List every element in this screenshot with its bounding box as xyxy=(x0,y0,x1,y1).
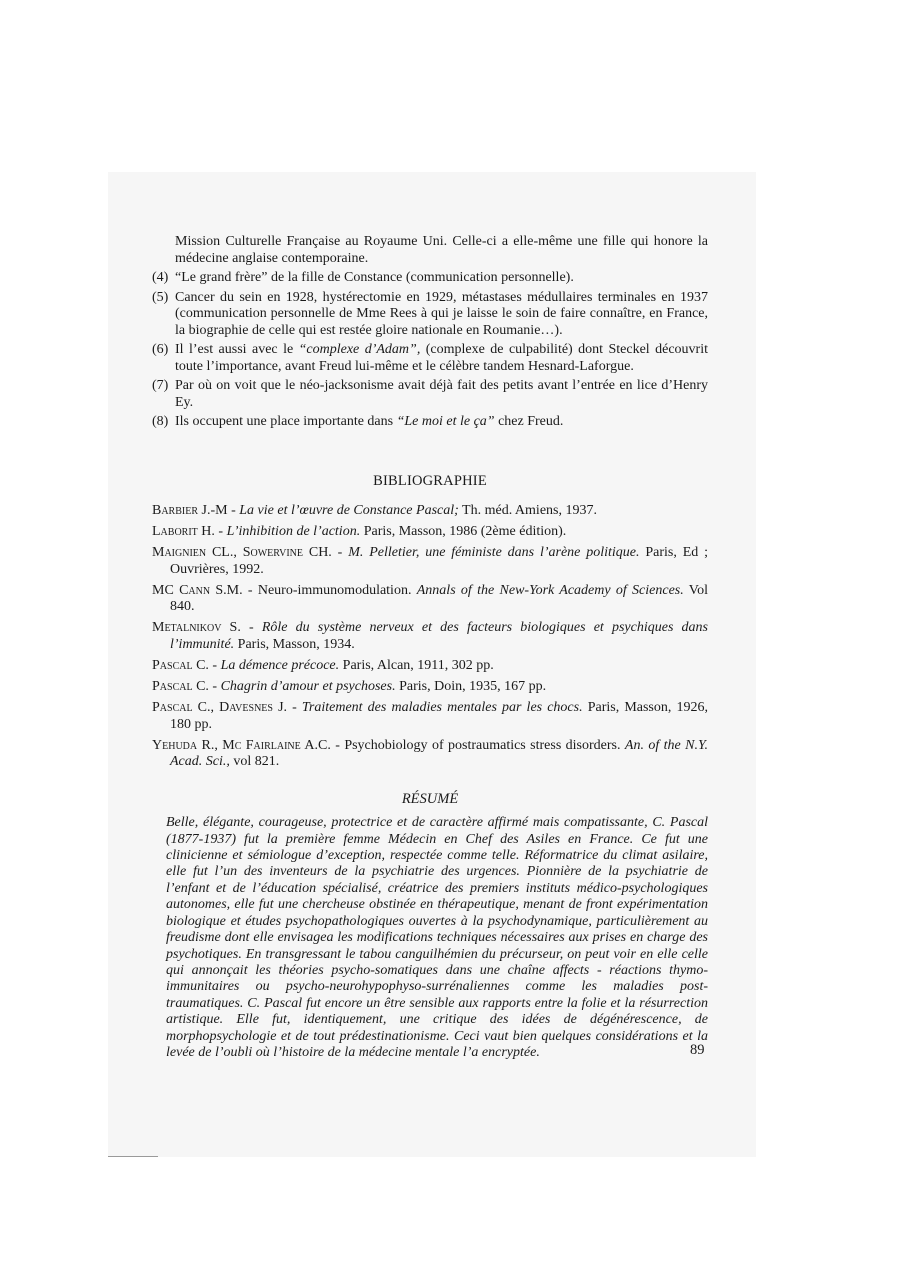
bibliography-entry xyxy=(152,620,708,653)
note-number: (4) xyxy=(152,270,169,285)
bib-author: MC Cann S.M. xyxy=(152,582,243,598)
bib-title: Traitement des maladies mentales par les chocs. xyxy=(301,700,583,716)
note-italic-term: “Le moi et le ça” xyxy=(396,414,495,429)
bibliography-entry xyxy=(152,524,708,541)
note-item xyxy=(152,290,708,340)
bib-title: An. of the N.Y. Acad. Sci., xyxy=(170,737,708,770)
bib-publication: Paris, Masson, 1934. xyxy=(234,636,355,652)
page-number: 89 xyxy=(690,1042,705,1058)
resume-paragraph: Belle, élégante, courageuse, protectrice et de caractère affirmé mais compatissante, C. Pascal (1877-1937) fut la première femme Médecin en Chef des Asiles en France. Ce fut une clinicienne et sémiologue d’exception, respectée comme telle. Réformatrice du climat asilaire, elle fut l’un des inventeurs de la psychiatrie des urgences. Pionnière de la psychiatrie de l’enfant et de l’éducation spécialisé, créatrice des premiers instituts médico-psychologiques autonomes, elle fut une chercheuse obstinée en thérapeutique, menant de front expérimentation biologique et études psychopathologiques ouvertes à la psychodynamique, particulièrement au freudisme dont elle envisagea les modifications techniques nécessaires aux prises en charge des psychotiques. En transgressant le tabou canguilhémien du précurseur, on peut voir en elle celle qui annonçait les théories psycho-somatiques dans une chaîne affects - réactions thymo-immunitaires ou psycho-neurohypophyso-surrénaliennes comme les maladies post-traumatiques. C. Pascal fut encore un être sensible aux rapports entre la folie et la résurrection artistique. Elle fut, identiquement, une critique des idées de dégénérescence, de morphopsychologie et de tout prédestinationisme. Ceci vaut bien quelques considérations et la levée de l’oubli où l’histoire de la médecine mentale l’a encryptée. xyxy=(166,815,708,1060)
bib-title: Annals of the New-York Academy of Sciences. xyxy=(416,582,684,598)
bib-publication: Th. méd. Amiens, 1937. xyxy=(458,503,597,518)
bibliography-heading: BIBLIOGRAPHIE xyxy=(373,472,487,489)
bibliography-list xyxy=(152,503,708,771)
bib-article: Neuro-immunomodulation. xyxy=(257,582,417,598)
resume-heading: RÉSUMÉ xyxy=(401,790,459,807)
note-text-end: (complexe de culpabilité) dont Steckel découvrit toute l’importance, avant Freud lui-même et le célèbre tandem Hesnard-Laforgue. xyxy=(175,342,708,374)
bib-separator: - xyxy=(331,545,349,561)
bib-publication: Paris, Masson, 1986 (2ème édition). xyxy=(360,524,567,540)
note-text: “Le grand frère” de la fille de Constance (communication personnelle). xyxy=(175,270,574,285)
bib-title: Chagrin d’amour et psychoses. xyxy=(220,679,396,695)
bib-separator: - xyxy=(240,620,262,636)
note-item xyxy=(152,270,708,287)
note-item xyxy=(152,378,708,411)
note-text-start: Il l’est aussi avec le xyxy=(175,342,299,357)
bib-separator: - xyxy=(208,679,221,695)
bib-author: Pascal C. xyxy=(152,679,209,695)
note-number: (7) xyxy=(152,378,169,393)
bibliography-entry xyxy=(152,658,708,675)
bib-author: Yehuda R., Mc Fairlaine A.C. xyxy=(152,737,331,753)
bib-separator: - xyxy=(214,524,227,540)
bib-publication: Paris, Alcan, 1911, 302 pp. xyxy=(339,657,494,673)
note-number: (8) xyxy=(152,414,169,429)
bibliography-entry xyxy=(152,503,708,520)
bib-publication: Paris, Doin, 1935, 167 pp. xyxy=(395,679,547,695)
bib-separator: - xyxy=(208,657,221,673)
bib-separator: - xyxy=(242,582,258,598)
bibliography-entry xyxy=(152,583,708,616)
note-text: Cancer du sein en 1928, hystérectomie en 1929, métastases médullaires terminales en 1937 (communication personnelle de Mme Rees à qui je laisse le soin de faire connaître, en France, la biographie de celle qui est restée gloire nationale en Roumanie…). xyxy=(175,289,708,338)
bib-title: La vie et l’œuvre de Constance Pascal; xyxy=(239,503,459,518)
bib-author: Pascal C., Davesnes J. xyxy=(152,700,288,716)
note-text-end: chez Freud. xyxy=(494,414,564,429)
note-item xyxy=(152,414,708,431)
note-text-start: Ils occupent une place importante dans xyxy=(175,414,397,429)
bib-separator: - xyxy=(330,737,345,753)
bibliography-entry xyxy=(152,545,708,578)
bib-publication: vol 821. xyxy=(229,754,280,770)
note-text: Par où on voit que le néo-jacksonisme avait déjà fait des petits avant l’entrée en lice d’Henry Ey. xyxy=(175,378,708,410)
bib-title: M. Pelletier, une féministe dans l’arène politique. xyxy=(348,545,640,561)
bibliography-entry xyxy=(152,700,708,733)
page-content xyxy=(152,234,708,1061)
bibliography-entry xyxy=(152,679,708,696)
note-item xyxy=(152,342,708,375)
note-number: (6) xyxy=(152,342,169,357)
note-text xyxy=(175,414,708,431)
bib-title: La démence précoce. xyxy=(220,657,340,673)
bib-author: Laborit H. xyxy=(152,524,215,540)
bib-separator: - xyxy=(287,700,302,716)
bib-article: Psychobiology of postraumatics stress disorders. xyxy=(344,737,625,753)
bib-title: L’inhibition de l’action. xyxy=(226,524,361,540)
bib-title: Rôle du système nerveux et des facteurs biologiques et psychiques dans l’immunité. xyxy=(170,620,708,652)
bib-author: Barbier J.-M xyxy=(152,503,228,518)
note-continuation: Mission Culturelle Française au Royaume Uni. Celle-ci a elle-même une fille qui honore la médecine anglaise contemporaine. xyxy=(175,234,708,266)
bib-author: Metalnikov S. xyxy=(152,620,241,636)
bib-publication: Paris, Masson, 1926, 180 pp. xyxy=(170,700,708,732)
bib-author: Pascal C. xyxy=(152,657,209,673)
note-italic-term: “complexe d’Adam”, xyxy=(298,342,421,357)
bibliography-entry xyxy=(152,738,708,771)
notes-list xyxy=(152,270,708,431)
bib-publication: Vol 840. xyxy=(170,582,708,615)
bib-author: Maignien CL., Sowervine CH. xyxy=(152,545,332,561)
scan-edge-line xyxy=(108,1156,158,1157)
note-text xyxy=(175,342,708,375)
bib-separator: - xyxy=(227,503,240,518)
note-number: (5) xyxy=(152,289,169,305)
bib-publication: Paris, Ed ; Ouvrières, 1992. xyxy=(170,545,709,577)
